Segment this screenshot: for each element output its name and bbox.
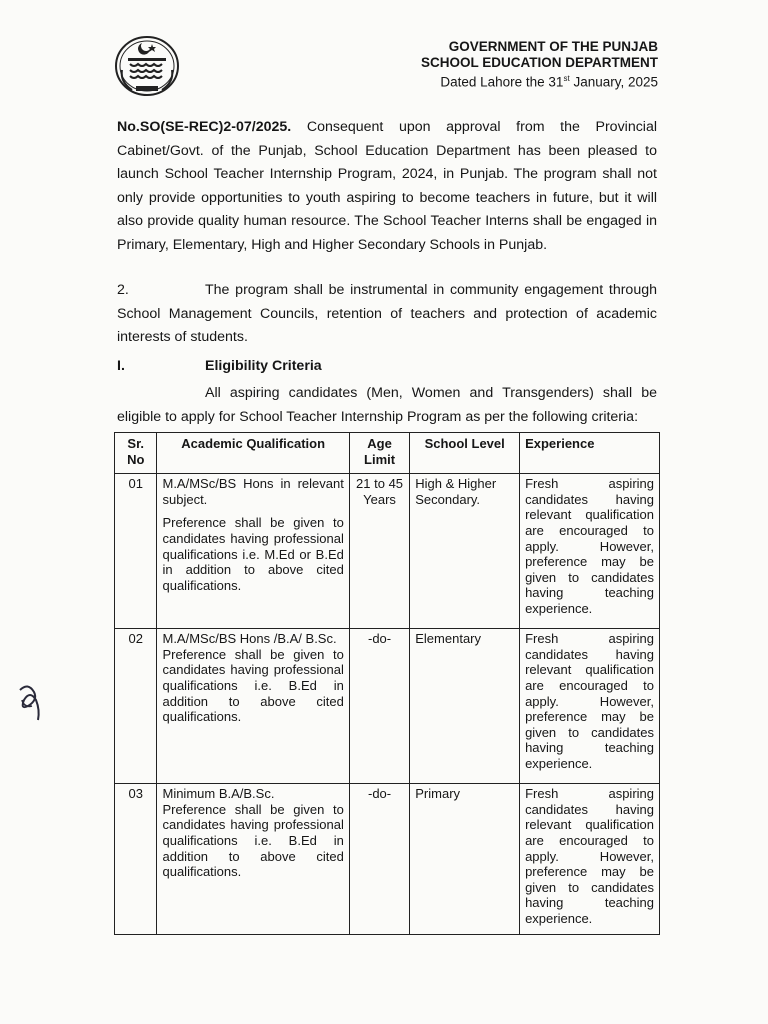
paragraph-2-text: The program shall be instrumental in community engagement through School Management Councils, retention of teachers and protection of academic interests of students. xyxy=(117,282,657,346)
cell-qualification xyxy=(157,784,349,935)
cell-sr: 03 xyxy=(115,784,157,935)
cell-level: Elementary xyxy=(410,629,520,784)
preference-text: Preference shall be given to candidates having professional qualifications i.e. B.Ed in addition to above cited qualifications. xyxy=(162,646,344,725)
header-experience: Experience xyxy=(520,433,660,474)
handwritten-initials-icon xyxy=(14,680,44,722)
section-title: Eligibility Criteria xyxy=(205,358,322,374)
cell-sr: 02 xyxy=(115,629,157,784)
header-age-limit: Age Limit xyxy=(349,433,409,474)
date-line xyxy=(398,71,658,91)
section-intro: All aspiring candidates (Men, Women and Transgenders) shall be eligible to apply for School Teacher Internship Program as per the following criteria: xyxy=(117,385,657,425)
qualification-text: M.A/MSc/BS Hons /B.A/ B.Sc. xyxy=(162,631,337,647)
date-superscript: st xyxy=(563,74,570,83)
table-row xyxy=(115,784,660,935)
table-row xyxy=(115,474,660,629)
department-title: SCHOOL EDUCATION DEPARTMENT xyxy=(420,55,658,70)
header-school-level: School Level xyxy=(410,433,520,474)
header-qualification: Academic Qualification xyxy=(157,433,349,474)
eligibility-table xyxy=(114,432,660,935)
punjab-government-emblem-icon xyxy=(114,34,180,98)
cell-experience: Fresh aspiring candidates having relevant qualification are encouraged to apply. However, preference may be given to candidates having teaching experience. xyxy=(520,784,660,935)
letterhead xyxy=(398,39,658,91)
government-title: GOVERNMENT OF THE PUNJAB xyxy=(448,39,658,54)
paragraph-2-number: 2. xyxy=(117,282,129,298)
cell-qualification xyxy=(157,629,349,784)
cell-age: -do- xyxy=(349,784,409,935)
paragraph-1 xyxy=(117,116,657,258)
preference-text: Preference shall be given to candidates having professional qualifications i.e. M.Ed or B.Ed in addition to above cited qualifications. xyxy=(162,515,344,593)
cell-sr: 01 xyxy=(115,474,157,629)
qualification-text: Minimum B.A/B.Sc. xyxy=(162,786,275,802)
header-sr-no: Sr. No xyxy=(115,433,157,474)
preference-text: Preference shall be given to candidates having professional qualifications i.e. B.Ed in addition to above cited qualifications. xyxy=(162,801,344,880)
cell-qualification xyxy=(157,474,349,629)
cell-age: -do- xyxy=(349,629,409,784)
paragraph-2 xyxy=(117,279,657,350)
table-header-row xyxy=(115,433,660,474)
table-row xyxy=(115,629,660,784)
qualification-text: M.A/MSc/BS Hons in relevant subject. xyxy=(162,476,344,507)
section-heading xyxy=(117,358,322,374)
cell-experience: Fresh aspiring candidates having relevant qualification are encouraged to apply. However, preference may be given to candidates having teaching experience. xyxy=(520,474,660,629)
paragraph-1-text: Consequent upon approval from the Provincial Cabinet/Govt. of the Punjab, School Education Department has been pleased to launch School Teacher Internship Program, 2024, in Punjab. The program shall not only provide opportunities to youth aspiring to become teachers in future, but it will also provide quality human resource. The School Teacher Interns shall be engaged in Primary, Elementary, High and Higher Secondary Schools in Punjab. xyxy=(117,119,657,253)
date-suffix: January, 2025 xyxy=(569,74,658,90)
cell-level: High & Higher Secondary. xyxy=(410,474,520,629)
cell-age: 21 to 45 Years xyxy=(349,474,409,629)
cell-experience: Fresh aspiring candidates having relevant qualification are encouraged to apply. However, preference may be given to candidates having teaching experience. xyxy=(520,629,660,784)
date-prefix: Dated Lahore the 31 xyxy=(440,74,564,90)
section-number: I. xyxy=(117,358,125,374)
cell-level: Primary xyxy=(410,784,520,935)
reference-number: No.SO(SE-REC)2-07/2025. xyxy=(117,119,292,135)
